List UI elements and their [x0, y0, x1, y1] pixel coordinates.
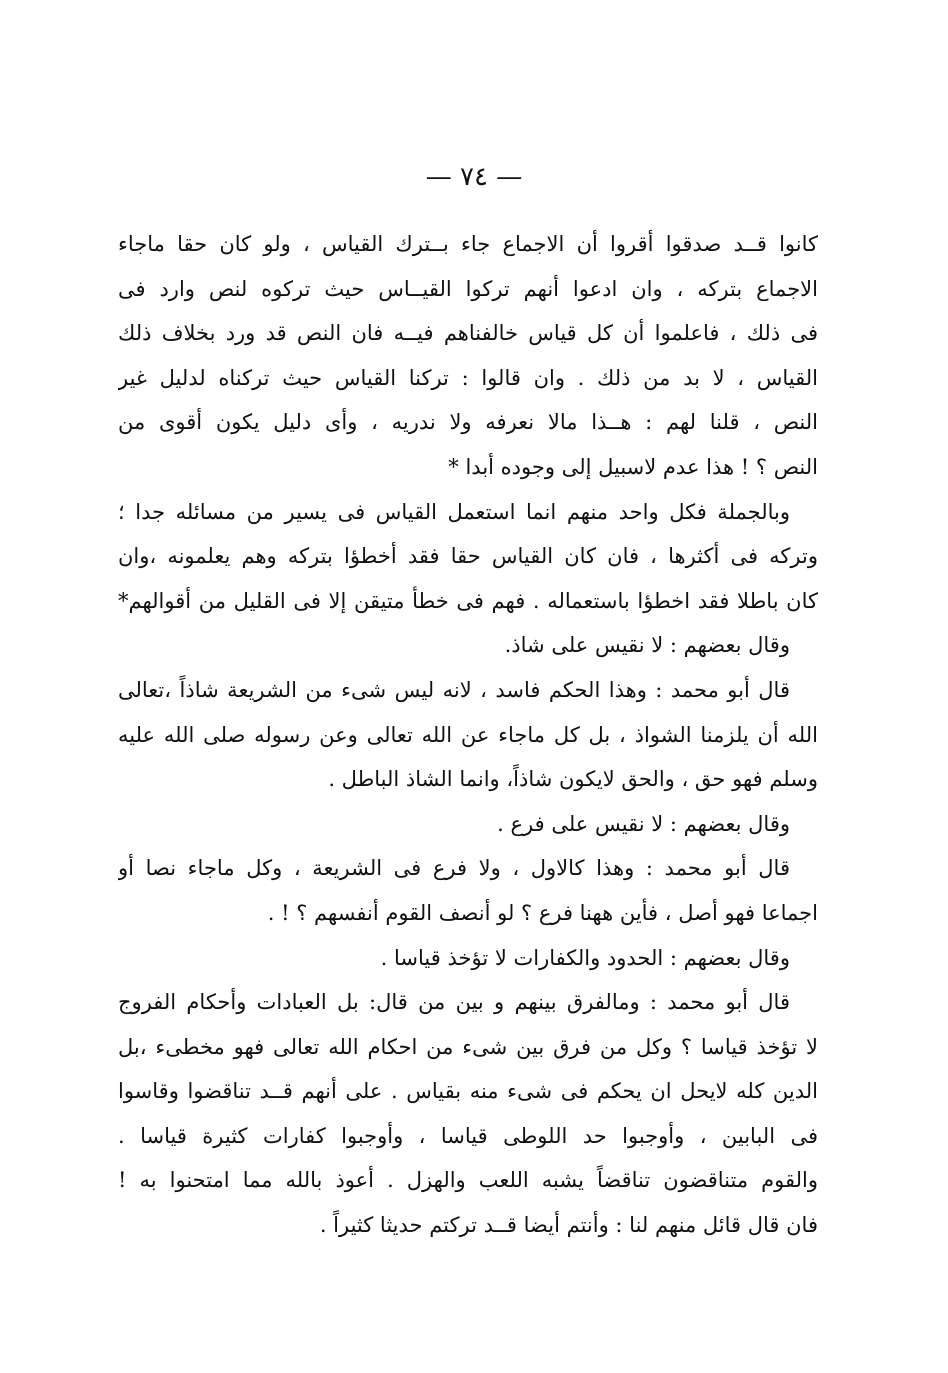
text-line: والقوم متناقضون تناقضاً يشبه اللعب والهزل . أعوذ بالله مما امتحنوا به ! — [118, 1168, 818, 1193]
body-text — [118, 222, 818, 1248]
page-number: — ٧٤ — — [425, 162, 523, 192]
text-line: النص ؟ ! هذا عدم لاسبيل إلى وجوده أبدا * — [448, 454, 818, 479]
text-line: كانوا قــد صدقوا أقروا أن الاجماع جاء بــترك القياس ، ولو كان حقا ماجاء — [118, 232, 818, 256]
text-line: فى البابين ، وأوجبوا حد اللوطى قياسا ، وأوجبوا كفارات كثيرة قياسا . — [118, 1123, 818, 1148]
text-line: قال أبو محمد : وهذا الحكم فاسد ، لانه ليس شىء من الشريعة شاذاً ،تعالى — [118, 677, 790, 702]
text-line: قال أبو محمد : ومالفرق بينهم و بين من قال: بل العبادات وأحكام الفروج — [118, 990, 790, 1015]
text-line: وسلم فهو حق ، والحق لايكون شاذاً، وانما الشاذ الباطل . — [328, 767, 818, 792]
text-line: الدين كله لايحل ان يحكم فى شىء منه بقياس . على أنهم قــد تناقضوا وقاسوا — [118, 1079, 818, 1104]
text-line: فان قال قائل منهم لنا : وأنتم أيضا قــد تركتم حديثا كثيراً . — [319, 1213, 818, 1238]
text-line: الاجماع بتركه ، وان ادعوا أنهم تركوا القيــاس حيث تركوه لنص وارد فى — [118, 276, 818, 301]
text-line: فى ذلك ، فاعلموا أن كل قياس خالفناهم فيــه فان النص قد ورد بخلاف ذلك — [118, 321, 818, 346]
text-line: وقال بعضهم : لا نقيس على فرع . — [497, 811, 790, 836]
text-line: وتركه فى أكثرها ، فان كان القياس حقا فقد أخطؤا بتركه وهم يعلمونه ،وان — [118, 544, 818, 569]
text-line: لا تؤخذ قياسا ؟ وكل من فرق بين شىء من احكام الله تعالى فهو مخطىء ،بل — [118, 1034, 818, 1059]
text-line: اجماعا فهو أصل ، فأين ههنا فرع ؟ لو أنصف القوم أنفسهم ؟ ! . — [267, 900, 818, 925]
text-line: الله أن يلزمنا الشواذ ، بل كل ماجاء عن الله تعالى وعن رسوله صلى الله عليه — [118, 722, 818, 747]
text-line: وقال بعضهم : الحدود والكفارات لا تؤخذ قياسا . — [380, 945, 790, 970]
text-line: النص ، قلنا لهم : هــذا مالا نعرفه ولا ندريه ، وأى دليل يكون أقوى من — [118, 410, 818, 435]
text-line: قال أبو محمد : وهذا كالاول ، ولا فرع فى الشريعة ، وكل ماجاء نصا أو — [118, 856, 790, 881]
text-line: وبالجملة فكل واحد منهم انما استعمل القياس فى يسير من مسائله جدا ؛ — [118, 499, 790, 524]
text-line: القياس ، لا بد من ذلك . وان قالوا : تركنا القياس حيث تركناه لدليل غير — [118, 365, 818, 390]
text-line: وقال بعضهم : لا نقيس على شاذ. — [504, 633, 790, 658]
text-line: كان باطلا فقد اخطؤا باستعماله . فهم فى خطأ متيقن إلا فى القليل من أقوالهم* — [118, 588, 818, 613]
